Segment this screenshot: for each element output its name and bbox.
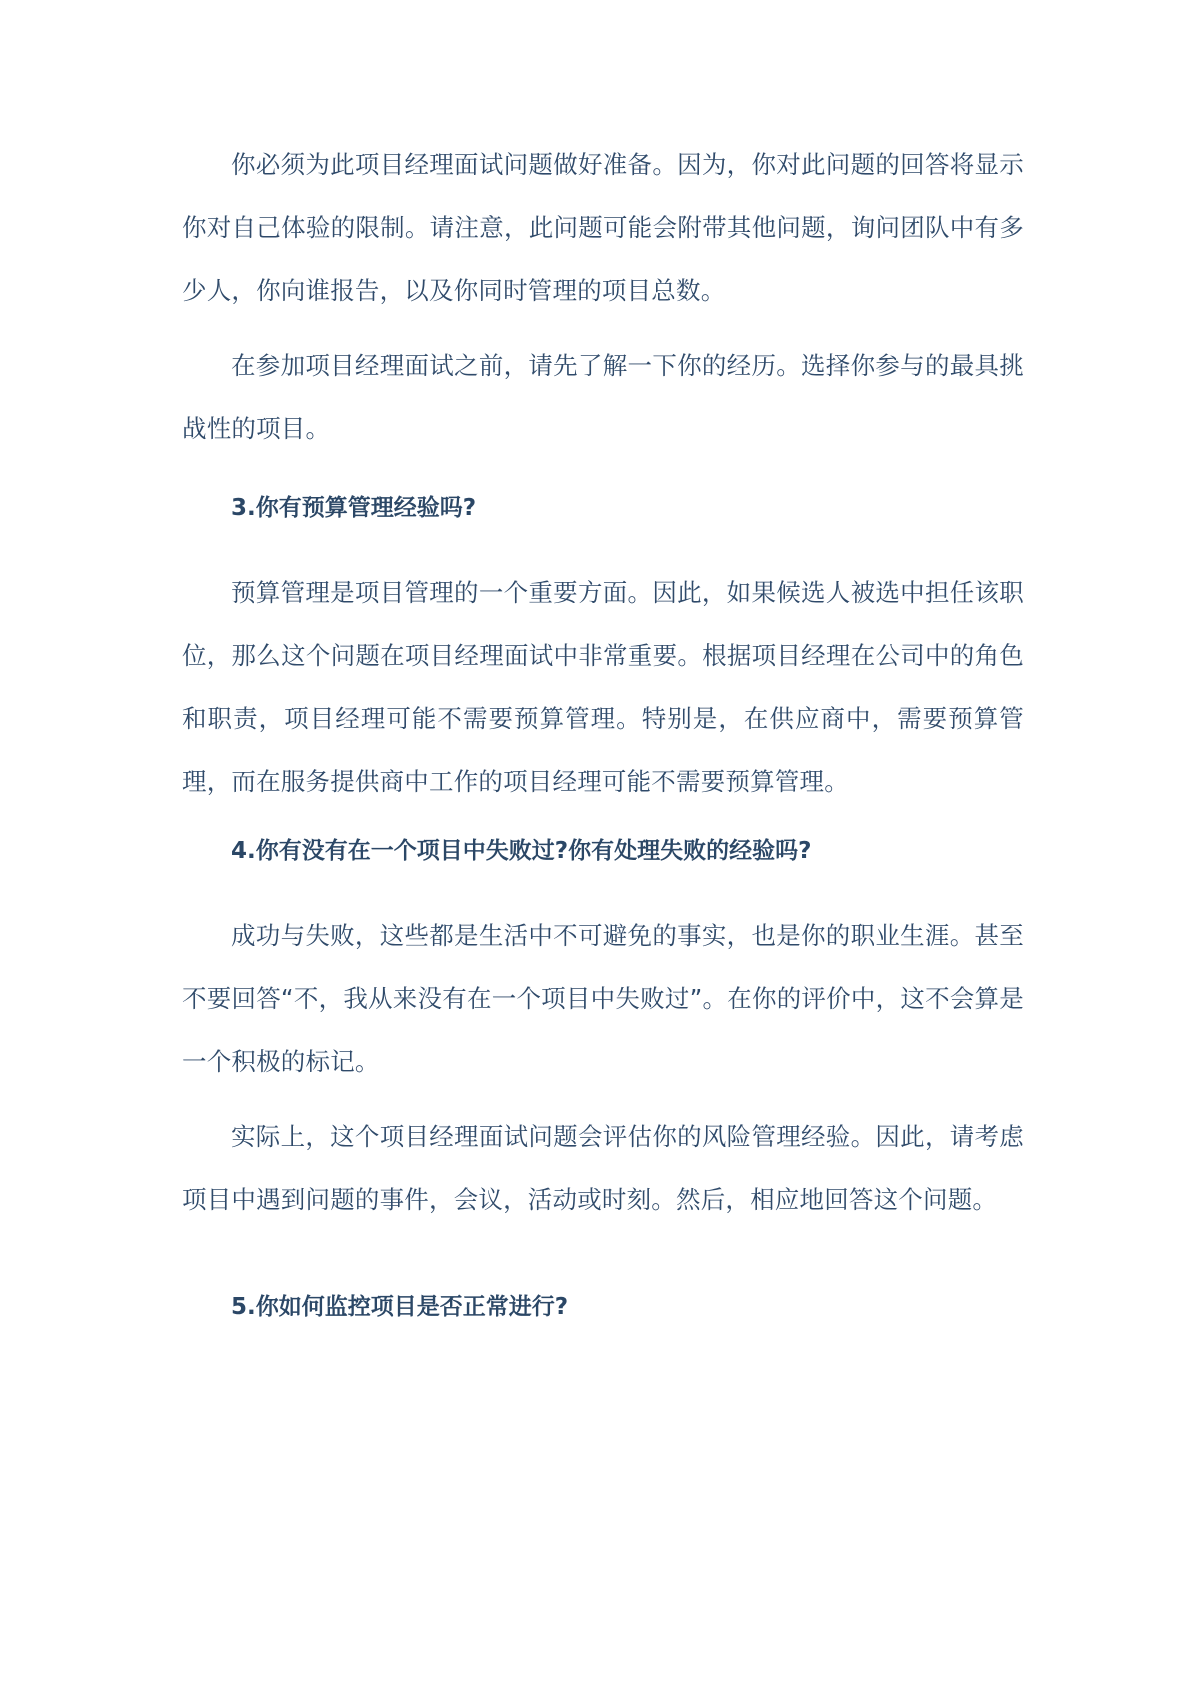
heading-block-3 (182, 477, 1024, 540)
paragraph-success-failure: 成功与失败，这些都是生活中不可避免的事实，也是你的职业生涯。甚至不要回答“不，我从来没有在一个项目中失败过”。在你的评价中，这不会算是一个积极的标记。 (182, 921, 1024, 1076)
question-heading-failure: 4.你有没有在一个项目中失败过?你有处理失败的经验吗? (231, 838, 812, 864)
paragraph-know-experience: 在参加项目经理面试之前，请先了解一下你的经历。选择你参与的最具挑战性的项目。 (182, 351, 1024, 443)
question-heading-monitoring: 5.你如何监控项目是否正常进行? (231, 1294, 569, 1320)
paragraph-block-4 (182, 904, 1024, 1093)
paragraph-prepare-answer: 你必须为此项目经理面试问题做好准备。因为，你对此问题的回答将显示你对自己体验的限制。请注意，此问题可能会附带其他问题，询问团队中有多少人，你向谁报告，以及你同时管理的项目总数。 (182, 150, 1024, 305)
paragraph-block-1 (182, 133, 1024, 322)
paragraph-budget-management: 预算管理是项目管理的一个重要方面。因此，如果候选人被选中担任该职位，那么这个问题在项目经理面试中非常重要。根据项目经理在公司中的角色和职责，项目经理可能不需要预算管理。特别是，在供应商中，需要预算管理，而在服务提供商中工作的项目经理可能不需要预算管理。 (182, 578, 1024, 796)
paragraph-block-3 (182, 561, 1024, 813)
heading-block-5 (182, 1276, 1024, 1339)
question-heading-budget: 3.你有预算管理经验吗? (231, 495, 477, 521)
heading-block-4 (182, 820, 1024, 883)
paragraph-block-5 (182, 1105, 1024, 1231)
paragraph-risk-management: 实际上，这个项目经理面试问题会评估你的风险管理经验。因此，请考虑项目中遇到问题的事件，会议，活动或时刻。然后，相应地回答这个问题。 (182, 1122, 1024, 1214)
paragraph-block-2 (182, 334, 1024, 460)
